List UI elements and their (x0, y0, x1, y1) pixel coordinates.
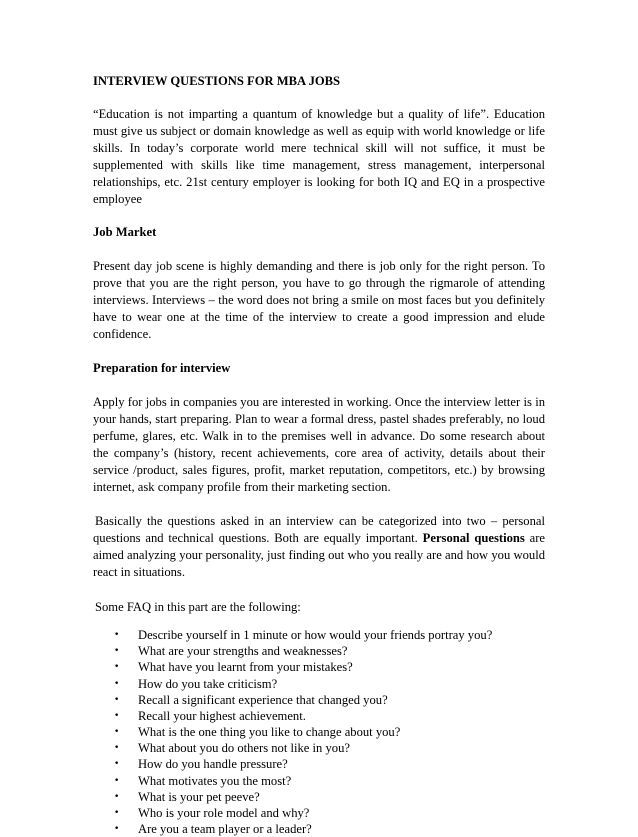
bullet-icon: • (114, 759, 120, 770)
faq-item-text: Who is your role model and why? (138, 806, 310, 820)
faq-item-text: What is your pet peeve? (138, 789, 260, 804)
faq-item-text: What have you learnt from your mistakes? (138, 660, 353, 675)
document-title: INTERVIEW QUESTIONS FOR MBA JOBS (93, 74, 341, 88)
bullet-icon: • (114, 710, 120, 721)
bullet-icon: • (114, 808, 120, 818)
faq-item-text: Recall a significant experience that changed you? (138, 692, 388, 707)
bullet-icon: • (114, 727, 120, 738)
faq-item-text: What are your strengths and weaknesses? (138, 644, 348, 659)
faq-item (113, 692, 545, 708)
faq-item (113, 773, 545, 789)
faq-item-text: What is the one thing you like to change about you? (138, 725, 401, 740)
faq-item-text: How do you handle pressure? (138, 757, 288, 772)
faq-item (113, 805, 545, 821)
bullet-icon: • (114, 791, 120, 802)
preparation-heading: Preparation for interview (93, 360, 231, 375)
faq-item (113, 643, 545, 659)
bullet-icon: • (114, 694, 120, 705)
faq-item (113, 724, 545, 740)
bullet-icon: • (114, 775, 120, 786)
faq-item-text: How do you take criticism? (138, 676, 278, 691)
document-body (93, 73, 545, 837)
preparation-paragraph: Apply for jobs in companies you are interested in working. Once the interview letter is in your hands, start preparing. Plan to wear a formal dress, pastel shades preferably, no loud perfume, glares, etc. Walk in to the premises well in advance. Do some research about the company’s (history, recent achievements, core area of activity, details about their service /product, sales figures, profit, market reputation, competitors, etc.) by browsing internet, ask company profile from their marketing section. (93, 394, 545, 494)
faq-item-text: Describe yourself in 1 minute or how would your friends portray you? (138, 627, 493, 642)
faq-item-text: What about you do others not like in you? (138, 741, 350, 756)
faq-item (113, 756, 545, 772)
bullet-icon: • (114, 629, 120, 640)
faq-item (113, 659, 545, 675)
bullet-icon: • (114, 678, 120, 689)
job-market-paragraph: Present day job scene is highly demanding and there is job only for the right person. To prove that you are the right person, you have to go through the rigmarole of attending interviews. Interviews – the word does not bring a smile on most faces but you definitely have to wear one at the time of the interview to create a good impression and elude confidence. (93, 259, 545, 342)
faq-item-text: Are you a team player or a leader? (138, 822, 312, 837)
faq-item (113, 789, 545, 805)
faq-list (113, 627, 545, 837)
bullet-icon: • (114, 824, 120, 835)
question-categories-paragraph (93, 513, 545, 581)
faq-item (113, 627, 545, 643)
faq-intro: Some FAQ in this part are the following: (95, 600, 301, 615)
faq-item-text: What motivates you the most? (138, 773, 292, 788)
job-market-heading: Job Market (93, 225, 157, 240)
personal-questions-emphasis: Personal questions (422, 531, 525, 546)
categories-text-after: are aimed analyzing your personality, just finding out who you really are and how you would react in situations. (93, 531, 545, 580)
bullet-icon: • (114, 646, 120, 657)
faq-item (113, 676, 545, 692)
categories-text-before: Basically the questions asked in an interview can be categorized into two – personal questions and technical questions. Both are equally important. (93, 514, 545, 546)
bullet-icon: • (114, 743, 120, 754)
bullet-icon: • (114, 662, 120, 673)
intro-paragraph: “Education is not imparting a quantum of knowledge but a quality of life”. Education must give us subject or domain knowledge as well as equip with world knowledge or life skills. In today’s corporate world mere technical skill will not suffice, it must be supplemented with skills like time management, stress management, interpersonal relationships, etc. 21st century employer is looking for both IQ and EQ in a prospective employee (93, 107, 545, 206)
faq-item (113, 708, 545, 724)
faq-item (113, 740, 545, 756)
faq-item (113, 821, 545, 837)
faq-item-text: Recall your highest achievement. (138, 708, 306, 723)
